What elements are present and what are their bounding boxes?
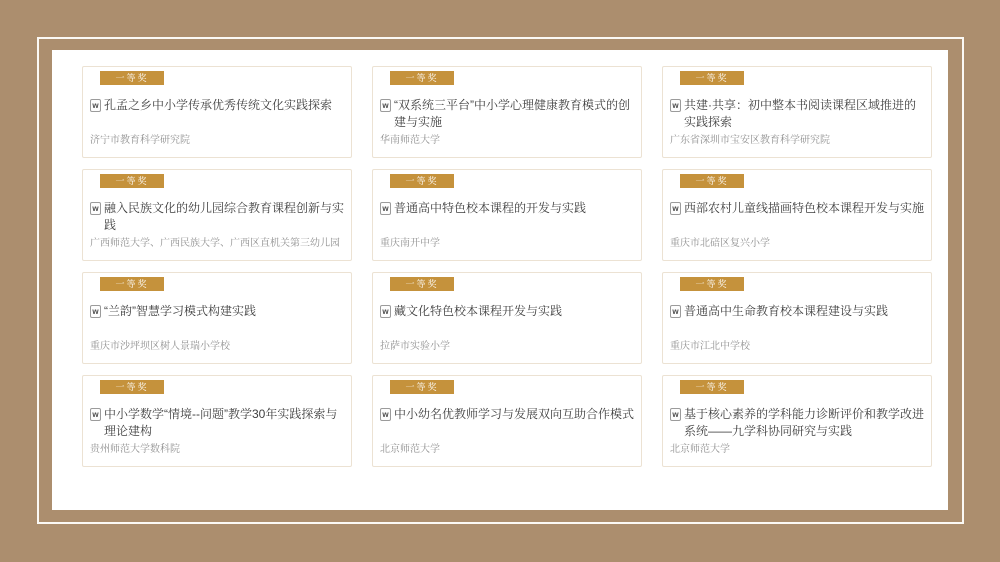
card-org: 广西师范大学、广西民族大学、广西区直机关第三幼儿园	[90, 238, 340, 249]
award-card	[372, 169, 642, 261]
word-doc-icon: w	[670, 305, 681, 318]
card-org: 北京师范大学	[380, 444, 440, 455]
card-title: “兰韵”智慧学习模式构建实践	[104, 304, 256, 318]
card-org: 拉萨市实验小学	[380, 341, 450, 352]
card-org: 广东省深圳市宝安区教育科学研究院	[670, 135, 830, 146]
word-doc-icon: w	[380, 408, 391, 421]
award-card	[372, 375, 642, 467]
prize-badge: 一等奖	[390, 380, 454, 394]
card-title-link[interactable]	[380, 97, 635, 131]
card-title-link[interactable]	[670, 97, 925, 131]
word-doc-icon: w	[90, 305, 101, 318]
award-card	[662, 66, 932, 158]
card-title: 藏文化特色校本课程开发与实践	[394, 304, 563, 318]
card-title: 孔孟之乡中小学传承优秀传统文化实践探索	[104, 98, 333, 112]
card-title-link[interactable]	[380, 406, 635, 423]
card-title-link[interactable]	[90, 406, 345, 440]
word-doc-icon: w	[670, 99, 681, 112]
card-org: 华南师范大学	[380, 135, 440, 146]
award-card	[662, 272, 932, 364]
card-title-link[interactable]	[670, 406, 925, 440]
card-title: 普通高中生命教育校本课程建设与实践	[684, 304, 889, 318]
prize-badge: 一等奖	[390, 174, 454, 188]
award-card	[662, 169, 932, 261]
card-org: 贵州师范大学数科院	[90, 444, 180, 455]
card-org: 重庆市北碚区复兴小学	[670, 238, 770, 249]
card-org: 重庆市江北中学校	[670, 341, 750, 352]
prize-badge: 一等奖	[680, 380, 744, 394]
card-title: 普通高中特色校本课程的开发与实践	[394, 201, 587, 215]
prize-badge: 一等奖	[390, 71, 454, 85]
word-doc-icon: w	[90, 202, 101, 215]
card-title: 共建·共享：初中整本书阅读课程区域推进的实践探索	[684, 98, 916, 129]
content-panel	[52, 50, 948, 510]
award-card	[372, 272, 642, 364]
award-card	[82, 272, 352, 364]
word-doc-icon: w	[380, 202, 391, 215]
card-title: 中小幼名优教师学习与发展双向互助合作模式	[394, 407, 635, 421]
card-title-link[interactable]	[90, 97, 345, 114]
card-title: 基于核心素养的学科能力诊断评价和教学改进系统——九学科协同研究与实践	[684, 407, 925, 438]
award-grid	[82, 66, 932, 467]
award-card	[82, 375, 352, 467]
word-doc-icon: w	[670, 202, 681, 215]
card-title-link[interactable]	[380, 303, 635, 320]
card-org: 重庆市沙坪坝区树人景瑞小学校	[90, 341, 230, 352]
card-org: 重庆南开中学	[380, 238, 440, 249]
prize-badge: 一等奖	[680, 71, 744, 85]
prize-badge: 一等奖	[100, 277, 164, 291]
card-org: 济宁市教育科学研究院	[90, 135, 190, 146]
award-card	[372, 66, 642, 158]
card-title: 中小学数学“情境--问题”教学30年实践探索与理论建构	[104, 407, 338, 438]
card-org: 北京师范大学	[670, 444, 730, 455]
card-title: 融入民族文化的幼儿园综合教育课程创新与实践	[104, 201, 345, 232]
prize-badge: 一等奖	[100, 71, 164, 85]
card-title-link[interactable]	[90, 303, 345, 320]
award-card	[82, 169, 352, 261]
card-title: “双系统三平台”中小学心理健康教育模式的创建与实施	[394, 98, 630, 129]
award-card	[662, 375, 932, 467]
prize-badge: 一等奖	[680, 277, 744, 291]
award-card	[82, 66, 352, 158]
prize-badge: 一等奖	[100, 380, 164, 394]
card-title-link[interactable]	[670, 303, 925, 320]
card-title-link[interactable]	[670, 200, 925, 217]
card-title: 西部农村儿童线描画特色校本课程开发与实施	[684, 201, 925, 215]
word-doc-icon: w	[380, 99, 391, 112]
prize-badge: 一等奖	[680, 174, 744, 188]
card-title-link[interactable]	[90, 200, 345, 234]
word-doc-icon: w	[670, 408, 681, 421]
card-title-link[interactable]	[380, 200, 635, 217]
word-doc-icon: w	[380, 305, 391, 318]
prize-badge: 一等奖	[100, 174, 164, 188]
prize-badge: 一等奖	[390, 277, 454, 291]
word-doc-icon: w	[90, 408, 101, 421]
word-doc-icon: w	[90, 99, 101, 112]
